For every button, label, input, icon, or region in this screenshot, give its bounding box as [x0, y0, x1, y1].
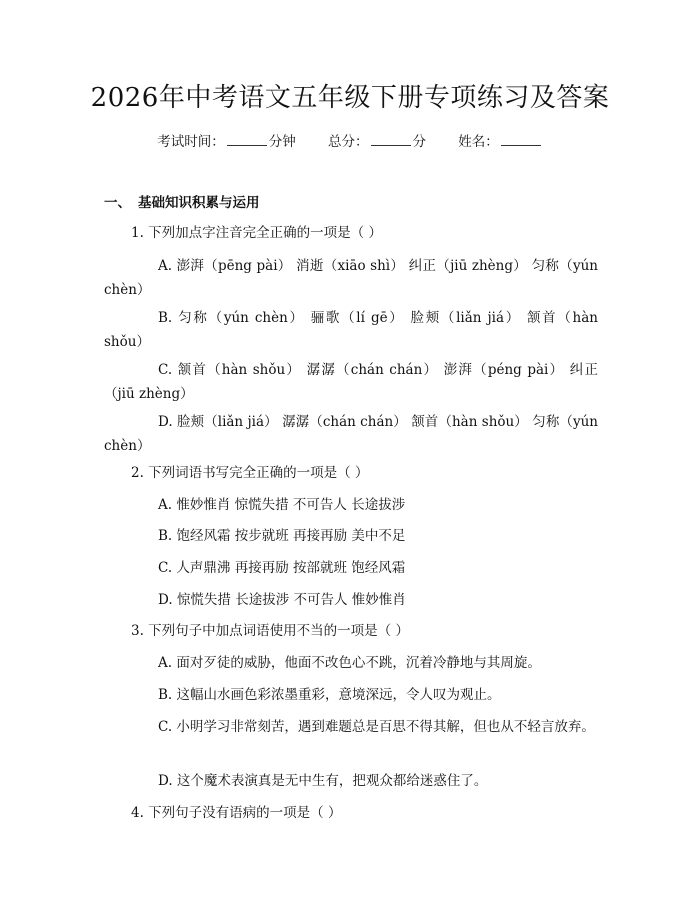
section-heading [104, 193, 260, 213]
option-item[interactable]: A. 面对歹徒的威胁，他面不改色心不跳，沉着冷静地与其周旋。 [158, 655, 541, 671]
question-stem: 2. 下列词语书写完全正确的一项是（ ） [131, 465, 369, 481]
question-stem: 3. 下列句子中加点词语使用不当的一项是（ ） [131, 623, 409, 639]
total-score-blank[interactable] [371, 131, 411, 146]
total-score-unit: 分 [412, 134, 426, 150]
option-item[interactable]: A. 澎湃（pēng pài） 消逝（xiāo shì） 纠正（jiū zhèng） 匀称（yún chèn） [104, 258, 598, 298]
student-name-blank[interactable] [501, 131, 541, 146]
option-item[interactable]: B. 饱经风霜 按步就班 再接再励 美中不足 [158, 528, 406, 544]
student-name-field [458, 134, 543, 150]
section-number: 一、 [104, 195, 131, 211]
question-stem: 4. 下列句子没有语病的一项是（ ） [131, 805, 342, 821]
option-item[interactable]: C. 人声鼎沸 再接再励 按部就班 饱经风霜 [158, 560, 406, 576]
exam-time-field [157, 134, 300, 150]
option-item[interactable]: D. 这个魔术表演真是无中生有，把观众都给迷惑住了。 [158, 773, 488, 789]
total-score-label: 总分： [328, 134, 369, 150]
student-name-label: 姓名： [458, 134, 499, 150]
option-item[interactable]: D. 脸颊（liǎn jiá） 潺潺（chán chán） 颔首（hàn shǒu） 匀称（yún chèn） [104, 414, 598, 454]
exam-time-blank[interactable] [227, 131, 267, 146]
exam-meta-line [0, 131, 700, 152]
option-item[interactable]: B. 这幅山水画色彩浓墨重彩，意境深远，令人叹为观止。 [158, 687, 501, 703]
option-item[interactable]: B. 匀称（yún chèn） 骊歌（lí gē） 脸颊（liǎn jiá） 颔首（hàn shǒu） [104, 310, 598, 350]
exam-time-unit: 分钟 [268, 134, 296, 150]
question-stem: 1. 下列加点字注音完全正确的一项是（ ） [131, 225, 382, 241]
section-title: 基础知识积累与运用 [138, 195, 260, 211]
total-score-field [328, 134, 430, 150]
option-item[interactable]: C. 小明学习非常刻苦，遇到难题总是百思不得其解，但也从不轻言放弃。 [158, 719, 595, 735]
page-title: 2026年中考语文五年级下册专项练习及答案 [90, 83, 610, 113]
option-item[interactable]: D. 惊慌失措 长途拔涉 不可告人 惟妙惟肖 [158, 592, 406, 608]
option-item[interactable]: C. 颔首（hàn shǒu） 潺潺（chán chán） 澎湃（péng pài） 纠正（jiū zhèng） [104, 362, 598, 402]
exam-time-label: 考试时间： [157, 134, 225, 150]
option-item[interactable]: A. 惟妙惟肖 惊慌失措 不可告人 长途拔涉 [158, 497, 406, 513]
